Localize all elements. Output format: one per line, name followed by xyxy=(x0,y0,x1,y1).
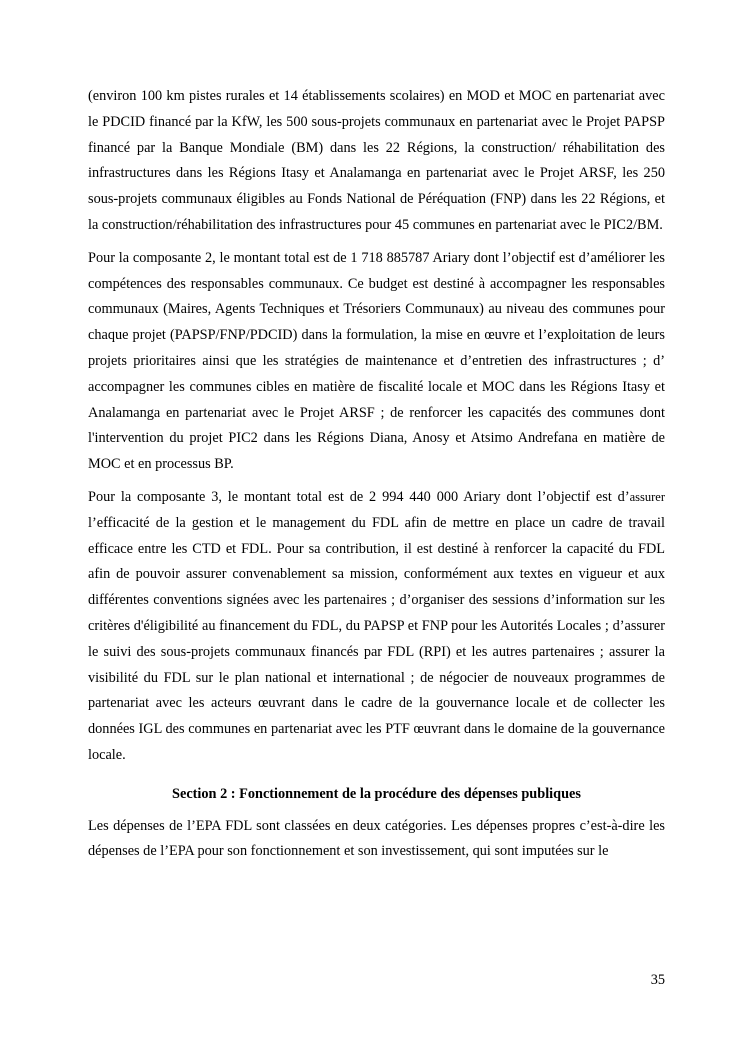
document-page xyxy=(88,84,665,865)
paragraph-composante-3 xyxy=(88,485,665,769)
paragraph-composante-3-small-word: assurer xyxy=(629,489,665,504)
paragraph-composante-3-rest: l’efficacité de la gestion et le management du FDL afin de mettre en place un cadre de travail efficace entre les CTD et FDL. Pour sa contribution, il est destiné à renforcer la capacité du FDL afin de pouvoir assurer convenablement sa mission, conformément aux textes en vigueur et aux différentes conventions signées avec les partenaires ; d’organiser des sessions d’information sur les critères d'éligibilité au financement du FDL, du PAPSP et FNP pour les Autorités Locales ; d’assurer le suivi des sous-projets communaux financés par FDL (RPI) et les autres partenaires ; assurer la visibilité du FDL sur le plan national et international ; de négocier de nouveaux programmes de partenariat avec les acteurs œuvrant dans le cadre de la gouvernance locale et de collecter les données IGL des communes en partenariat avec les PTF œuvrant dans le domaine de la gouvernance locale. xyxy=(88,514,665,763)
paragraph-composante-2: Pour la composante 2, le montant total est de 1 718 885787 Ariary dont l’objectif est d’améliorer les compétences des responsables communaux. Ce budget est destiné à accompagner les responsables communaux (Maires, Agents Techniques et Trésoriers Communaux) au niveau des communes pour chaque projet (PAPSP/FNP/PDCID) dans la formulation, la mise en œuvre et l’exploitation de leurs projets prioritaires ainsi que les stratégies de maintenance et d’entretien des infrastructures ; d’ accompagner les communes cibles en matière de fiscalité locale et MOC dans les Régions Itasy et Analamanga en partenariat avec le Projet ARSF ; de renforcer les capacités des communes dont l'intervention du projet PIC2 dans les Régions Diana, Anosy et Atsimo Andrefana en matière de MOC et en processus BP. xyxy=(88,249,665,473)
section-title: Section 2 : Fonctionnement de la procédure des dépenses publiques xyxy=(172,785,581,802)
paragraph-depenses: Les dépenses de l’EPA FDL sont classées en deux catégories. Les dépenses propres c’est-à-dire les dépenses de l’EPA pour son fonctionnement et son investissement, qui sont imputées sur le xyxy=(88,817,665,860)
paragraph-composante-1-continuation: (environ 100 km pistes rurales et 14 établissements scolaires) en MOD et MOC en partenariat avec le PDCID financé par la KfW, les 500 sous-projets communaux en partenariat avec le Projet PAPSP financé par la Banque Mondiale (BM) dans les 22 Régions, la construction/ réhabilitation des infrastructures dans les Régions Itasy et Analamanga en partenariat avec le Projet ARSF, les 250 sous-projets communaux éligibles au Fonds National de Péréquation (FNP) dans les 22 Régions, et la construction/réhabilitation des infrastructures pour 45 communes en partenariat avec le PIC2/BM. xyxy=(88,88,665,233)
page-number: 35 xyxy=(650,972,665,988)
paragraph-composante-3-start: Pour la composante 3, le montant total est de 2 994 440 000 Ariary dont l’objectif est d’ xyxy=(88,488,630,505)
